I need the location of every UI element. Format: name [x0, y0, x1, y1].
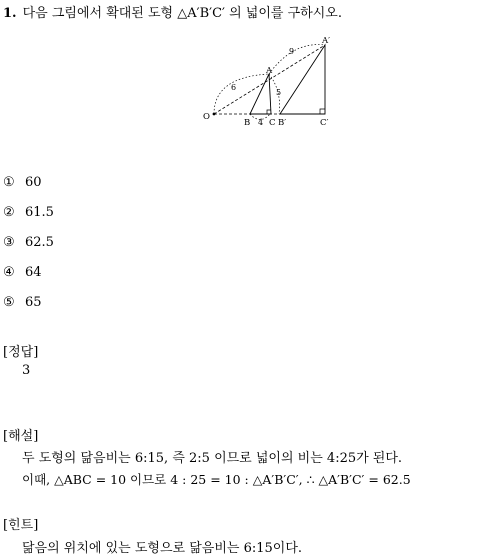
label-a-prime: A′ — [322, 36, 331, 46]
label-a: A — [266, 66, 273, 76]
label-c-prime: C′ — [320, 118, 329, 128]
choice-3[interactable] — [3, 235, 54, 250]
hint-heading: [힌트] — [3, 518, 39, 533]
choice-value: 61.5 — [25, 205, 54, 220]
choice-1[interactable] — [3, 175, 42, 190]
question-text: 다음 그림에서 확대된 도형 △A′B′C′ 의 넓이를 구하시오. — [22, 6, 342, 21]
choice-value: 65 — [25, 295, 42, 310]
label-length-6: 6 — [231, 83, 237, 92]
label-length-4: 4 — [258, 118, 264, 127]
point-o — [213, 113, 216, 116]
choice-2[interactable] — [3, 205, 54, 220]
choice-value: 62.5 — [25, 235, 54, 250]
choice-value: 60 — [25, 175, 42, 190]
choice-marker: ④ — [3, 265, 15, 280]
label-length-9: 9 — [289, 47, 295, 56]
answer-value: 3 — [22, 363, 31, 378]
label-o: O — [203, 112, 210, 122]
choice-value: 64 — [25, 265, 42, 280]
hint-line-1: 닮음의 위치에 있는 도형으로 닮음비는 6:15이다. — [22, 541, 303, 556]
label-c: C — [269, 118, 276, 128]
explanation-line-2: 이때, △ABC = 10 이므로 4 : 25 = 10 : △A′B′C′, ∴ △A′B′C′ = 62.5 — [22, 472, 411, 487]
label-b-prime: B′ — [278, 118, 287, 128]
label-length-5: 5 — [276, 88, 282, 97]
label-b: B — [244, 118, 251, 128]
question — [3, 2, 489, 21]
choice-marker: ⑤ — [3, 295, 15, 310]
similar-triangles-figure — [196, 33, 336, 129]
choice-4[interactable] — [3, 265, 42, 280]
right-angle-mark-c-prime — [320, 109, 325, 114]
choice-marker: ① — [3, 175, 15, 190]
choice-marker: ② — [3, 205, 15, 220]
question-number: 1. — [3, 6, 17, 21]
arc-a-a-prime — [269, 45, 325, 74]
choice-5[interactable] — [3, 295, 42, 310]
explanation-line-1: 두 도형의 닮음비는 6:15, 즉 2:5 이므로 넓이의 비는 4:25가 된다. — [22, 451, 403, 466]
arc-o-a — [214, 74, 269, 114]
answer-heading: [정답] — [3, 345, 39, 360]
explanation-heading: [해설] — [3, 429, 39, 444]
triangle-abc — [250, 74, 271, 114]
choice-marker: ③ — [3, 235, 15, 250]
